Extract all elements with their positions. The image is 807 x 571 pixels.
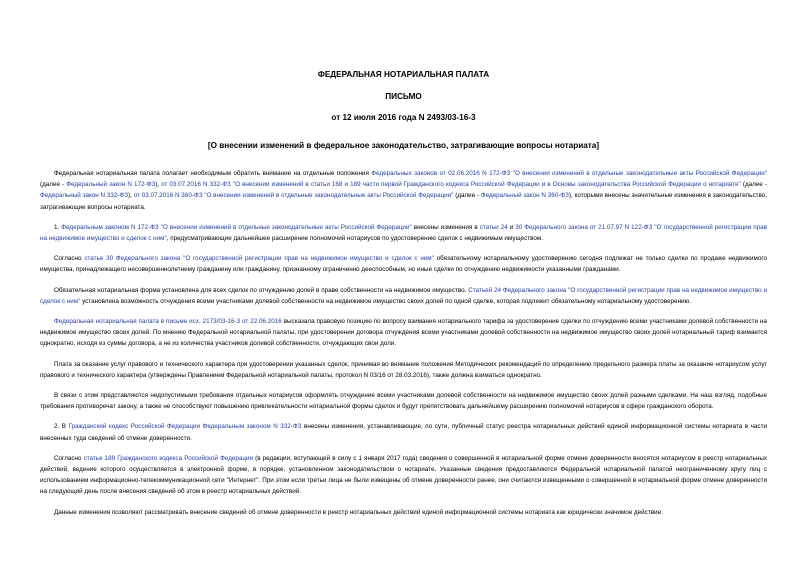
paragraph-text: (далее - — [40, 181, 67, 189]
document-body — [40, 168, 767, 527]
paragraph-text: 2. В — [54, 423, 69, 431]
legal-reference-link[interactable]: Федеральный закон N 360-ФЗ — [480, 192, 569, 200]
paragraph-text: установлена возможность отчуждения всеми участниками долевой собственности на недвижимое имущество своих долей по одной сделке, которая подлежит обязательному нотариальному удостоверению. — [80, 297, 691, 305]
paragraph-text: Обязательная нотариальная форма установлена для всех сделок по отчуждению долей в праве собственности на недвижимое имущество. — [54, 286, 469, 294]
paragraph-text: ), — [155, 181, 162, 189]
legal-reference-link[interactable]: Федеральных законов от 02.06.2016 N 172-ФЗ "О внесении изменений в отдельные законодательные акты Российской Федерации" — [371, 170, 767, 177]
paragraph — [40, 390, 767, 412]
paragraph — [40, 453, 767, 498]
legal-reference-link[interactable]: Федеральным законом N 172-ФЗ "О внесении изменений в отдельные законодательные акты Российской Федерации" — [61, 223, 412, 231]
paragraph-text: ), которыми внесены значительные изменения в законодательство, затрагивающие вопросы нотариата. — [40, 192, 768, 211]
paragraph-text: внесены изменения, устанавливающие, по сути, публичный статус реестра нотариальных действий единой информационной системы нотариата в части внесенных туда сведений об отмене доверенности. — [40, 423, 767, 442]
legal-reference-link[interactable]: статье 30 Федерального закона "О государственной регистрации прав на недвижимое имущество и сделок с ним" — [84, 255, 434, 263]
paragraph-text: , предусматривающие дальнейшее расширение полномочий нотариусов по удостоверению сделок с недвижимым имуществом. — [166, 235, 543, 243]
doc-date-number: от 12 июля 2016 года N 2493/03-16-3 — [331, 113, 476, 122]
paragraph — [40, 359, 767, 381]
legal-reference-link[interactable]: 30 Федерального закона от 21.07.97 N 122-ФЗ "О государственной регистрации прав на недвижимое имущество и сделок с ним" — [40, 223, 767, 243]
paragraph-text: Данные изменения позволяют рассматривать внесение сведений об отмене доверенности в реестр нотариальных действий единой информационной системы нотариата как юридически значимое действие. — [54, 508, 663, 516]
legal-reference-link[interactable]: Статьей 24 Федерального закона "О государственной регистрации прав на недвижимое имущество и сделок с ним" — [40, 286, 767, 305]
paragraph-text: В связи с этим представляются недопустимыми требования отдельных нотариусов оформлять отчуждение всеми участниками долевой собственности на недвижимое имущество своих долей разными сделками. На наш взгляд, подобные требования противоречат закону, а также не способствуют повышению привлекательности нотариальной формы сделок и будут препятствовать дальнейшему расширению полномочий нотариусов в сфере гражданского оборота. — [40, 392, 767, 411]
paragraph-text: Федеральная нотариальная палата полагает необходимым обратить внимание на отдельные положения — [54, 170, 372, 177]
paragraph-text: (в редакции, вступающей в силу с 1 января 2017 года) сведения о совершенной в нотариальной форме отмене доверенности вносятся нотариусом в реестр нотариальных действий, ведение которого осуществляется в электронной форме, в порядке, установленном законодательством о нотариате. Указанные сведения предоставляются Федеральной нотариальной палатой неограниченному кругу лиц с использованием информационно-телекоммуникационной сети "Интернет". При этом если третьи лица не были извещены об отмене доверенности ранее, они считаются извещенными о совершенной в нотариальной форме отмене доверенности на следующий день после внесения сведений об этом в реестр нотариальных действий. — [40, 454, 768, 496]
paragraph — [40, 316, 767, 350]
paragraph-text: обязательному нотариальному удостоверению сегодня подлежат не только сделки по продаже недвижимого имущества, принадлежащего несовершеннолетнему гражданину или гражданину, признанному ограниченно дееспособным, но иные сделки по отчуждению недвижимости указанными гражданами. — [40, 255, 767, 274]
doc-type: ПИСЬМО — [385, 92, 422, 101]
legal-reference-link[interactable]: Федеральная нотариальная палата в письме исх. 2173/03-16-3 от 22.06.2016 — [54, 318, 282, 326]
legal-reference-link[interactable]: от 03.07.2016 N 332-ФЗ "О внесении изменений в статьи 188 и 189 части первой Гражданского кодекса Российской Федерации и в Основы законодательства Российской Федерации о нотариате" — [161, 181, 741, 189]
legal-reference-link[interactable]: от 03.07.2016 N 360-ФЗ "О внесении изменений в отдельные законодательные акты Российской Федерации" — [133, 192, 454, 200]
legal-reference-link[interactable]: Федеральным законом N 332-ФЗ — [202, 423, 302, 431]
paragraph-text: Плата за оказание услуг правового и технического характера при удостоверении указанных сделок, принимая во внимание положения Методических рекомендаций по определению предельного размера платы за оказание нотариусом услуг правового и технического характера (утверждены Правлением Федеральной нотариальной палаты, протокол N 03/16 от 28.03.2016), также должна взиматься однократно. — [40, 360, 767, 379]
paragraph — [40, 222, 767, 244]
legal-reference-link[interactable]: Федеральный закон N 172-ФЗ — [66, 181, 156, 189]
legal-reference-link[interactable]: статьи 24 — [479, 223, 508, 231]
paragraph — [40, 253, 767, 275]
paragraph — [40, 168, 767, 213]
paragraph — [40, 285, 767, 307]
paragraph — [40, 507, 767, 518]
doc-subject: [О внесении изменений в федеральное законодательство, затрагивающие вопросы нотариата] — [207, 141, 600, 150]
legal-reference-link[interactable]: статье 189 Гражданского кодекса Российской Федерации — [83, 454, 254, 462]
paragraph — [40, 421, 767, 443]
paragraph-text: высказала правовую позицию по вопросу взимания нотариального тарифа за удостоверение сделки по отчуждению всеми участниками долевой собственности на недвижимое имущество своих долей. По мнению Федеральной нотариальной палаты, при удостоверении договора отчуждения всеми участниками долевой собственности на недвижимое имущество своих долей нотариальный тариф взимается однократно, исходя из суммы договора, а не из количества участников долевой собственности, отчуждающих свои доли. — [40, 318, 767, 348]
paragraph-text: внесены изменения в — [411, 223, 480, 231]
paragraph-text: 1. — [54, 223, 62, 231]
org-title: ФЕДЕРАЛЬНАЯ НОТАРИАЛЬНАЯ ПАЛАТА — [317, 70, 490, 79]
paragraph-text: и — [507, 223, 516, 231]
paragraph-text: (далее - — [453, 192, 481, 200]
legal-reference-link[interactable]: Федеральный закон N 332-ФЗ — [40, 192, 129, 200]
legal-reference-link[interactable]: Гражданский кодекс Российской Федерации — [68, 423, 200, 431]
paragraph-text: Согласно — [54, 454, 84, 462]
paragraph-text: (далее - — [740, 181, 767, 189]
paragraph-text: ), — [128, 192, 134, 200]
paragraph-text: Согласно — [54, 255, 85, 263]
